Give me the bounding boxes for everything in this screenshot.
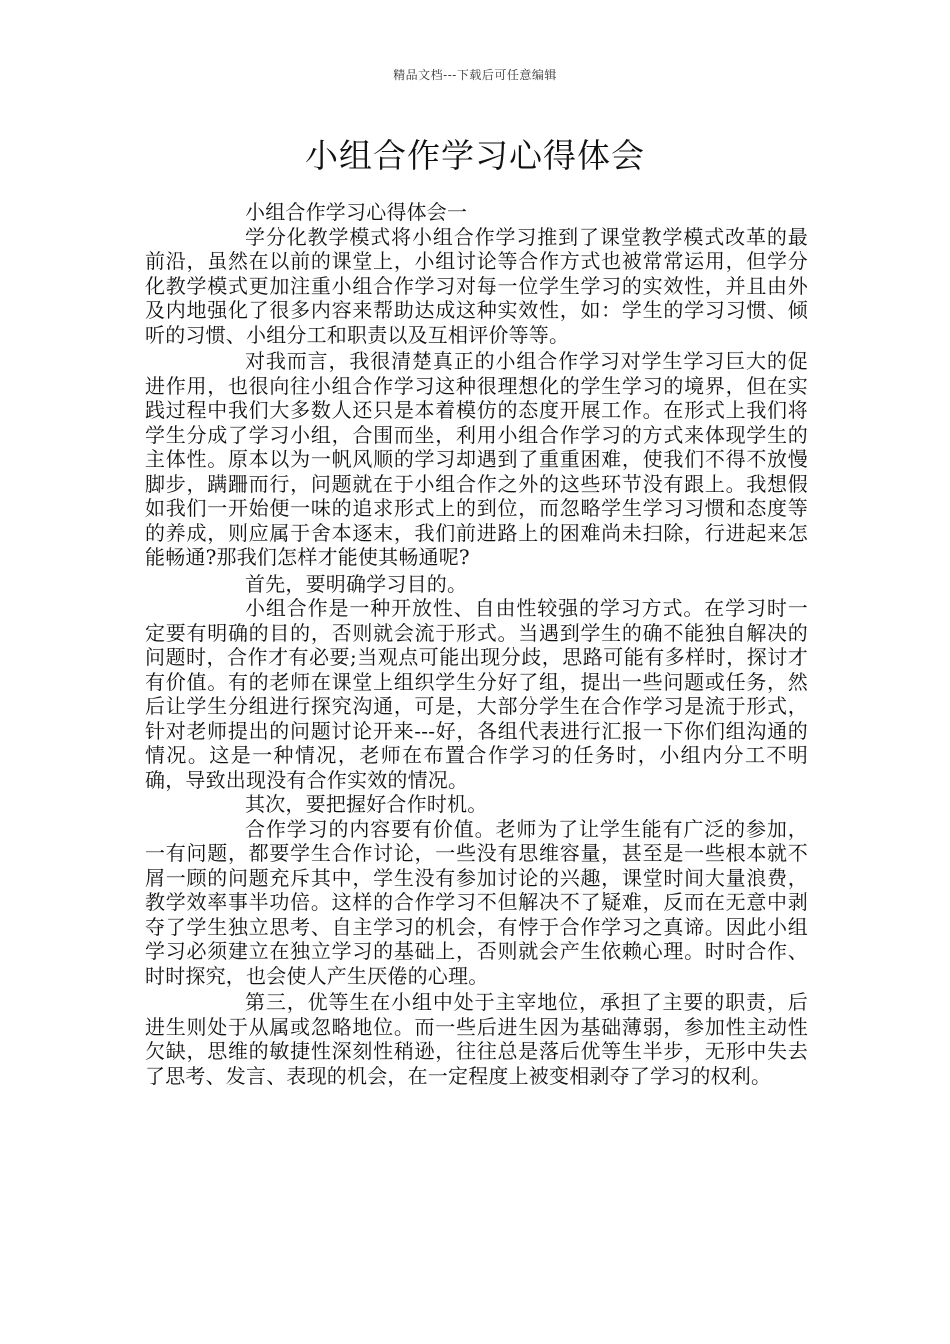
paragraph: 学分化教学模式将小组合作学习推到了课堂教学模式改革的最前沿，虽然在以前的课堂上，小组讨论等合作方式也被常常运用，但学分化教学模式更加注重小组合作学习对每一位学生学习的实效性，并且由外及内地强化了很多内容来帮助达成这种实效性，如：学生的学习习惯、倾听的习惯、小组分工和职责以及互相评价等等。: [145, 224, 808, 347]
paragraph: 合作学习的内容要有价值。老师为了让学生能有广泛的参加，一有问题，都要学生合作讨论，一些没有思维容量，甚至是一些根本就不屑一顾的问题充斥其中，学生没有参加讨论的兴趣，课堂时间大量浪费，教学效率事半功倍。这样的合作学习不但解决不了疑难，反而在无意中剥夺了学生独立思考、自主学习的机会，有悖于合作学习之真谛。因此小组学习必须建立在独立学习的基础上，否则就会产生依赖心理。时时合作、时时探究，也会使人产生厌倦的心理。: [145, 816, 808, 988]
paragraph: 小组合作是一种开放性、自由性较强的学习方式。在学习时一定要有明确的目的，否则就会流于形式。当遇到学生的确不能独自解决的问题时，合作才有必要;当观点可能出现分歧，思路可能有多样时，探讨才有价值。有的老师在课堂上组织学生分好了组，提出一些问题或任务，然后让学生分组进行探究沟通，可是，大部分学生在合作学习是流于形式，针对老师提出的问题讨论开来---好，各组代表进行汇报一下你们组沟通的情况。这是一种情况，老师在布置合作学习的任务时，小组内分工不明确，导致出现没有合作实效的情况。: [145, 596, 808, 792]
document-title: 小组合作学习心得体会: [305, 136, 645, 175]
paragraph: 第三，优等生在小组中处于主宰地位，承担了主要的职责，后进生则处于从属或忽略地位。而一些后进生因为基础薄弱，参加性主动性欠缺，思维的敏捷性深刻性稍逊，往往总是落后优等生半步，无形中失去了思考、发言、表现的机会，在一定程度上被变相剥夺了学习的权利。: [145, 990, 808, 1088]
paragraph-heading: 首先，要明确学习目的。: [245, 571, 468, 596]
document-body: [145, 200, 808, 1088]
page-header: 精品文档---下载后可任意编辑: [393, 68, 557, 82]
paragraph-heading: 其次，要把握好合作时机。: [245, 792, 488, 816]
paragraph: 对我而言，我很清楚真正的小组合作学习对学生学习巨大的促进作用，也很向往小组合作学习这种很理想化的学生学习的境界，但在实践过程中我们大多数人还只是本着模仿的态度开展工作。在形式上我们将学生分成了学习小组，合围而坐，利用小组合作学习的方式来体现学生的主体性。原本以为一帆风顺的学习却遇到了重重困难，使我们不得不放慢脚步，蹒跚而行，问题就在于小组合作之外的这些环节没有跟上。我想假如我们一开始便一味的追求形式上的到位，而忽略学生学习习惯和态度等的养成，则应属于舍本逐末，我们前进路上的困难尚未扫除，行进起来怎能畅通?那我们怎样才能使其畅通呢?: [145, 349, 808, 569]
section-heading: 小组合作学习心得体会一: [245, 200, 468, 224]
